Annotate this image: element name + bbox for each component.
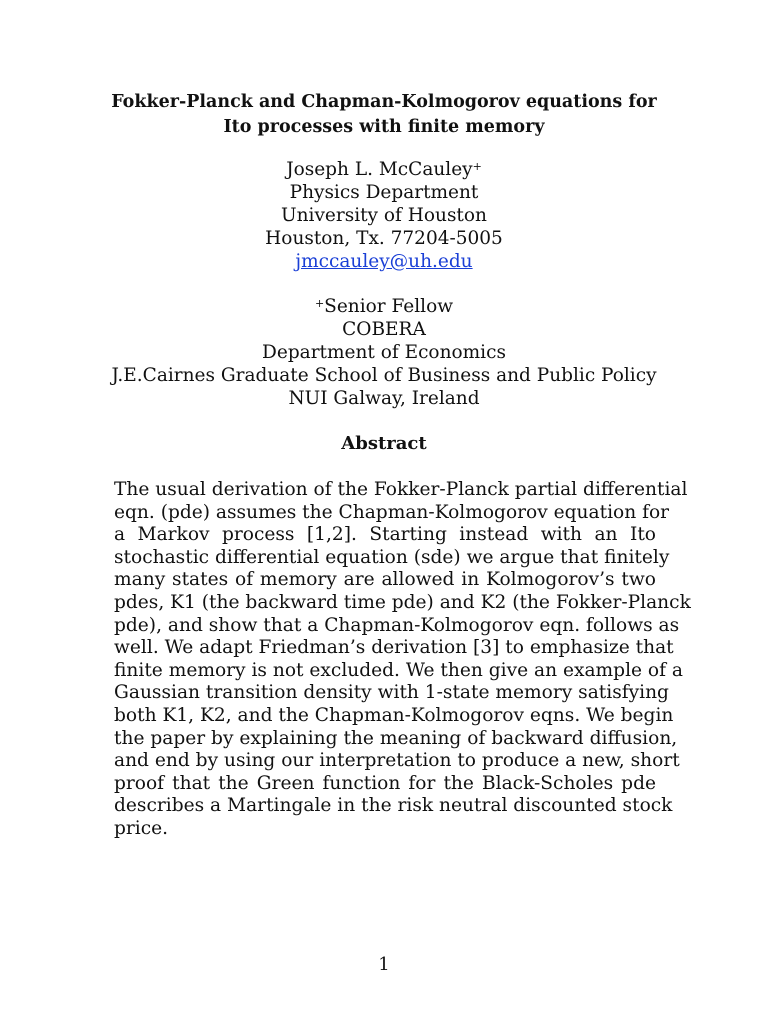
abstract-line: describes a Martingale in the risk neutral discounted stock <box>114 795 673 817</box>
author-name: Joseph L. McCauley <box>286 159 473 180</box>
abstract-line: pde), and show that a Chapman-Kolmogorov eqn. follows as <box>114 614 680 636</box>
author-university: University of Houston <box>281 205 487 226</box>
author-name-marker: + <box>472 160 482 173</box>
title-line-2: Ito processes with finite memory <box>223 117 545 137</box>
abstract-line: a Markov process [1,2]. Starting instead with an Ito <box>114 524 656 546</box>
abstract-line: pdes, K1 (the backward time pde) and K2 (the Fokker-Planck <box>114 591 691 613</box>
abstract-line: eqn. (pde) assumes the Chapman-Kolmogorov equation for <box>114 501 670 523</box>
title-line-1: Fokker-Planck and Chapman-Kolmogorov equations for <box>111 92 657 112</box>
page-number: 1 <box>378 954 390 975</box>
author-department: Physics Department <box>289 182 479 203</box>
affiliation-role-row <box>0 295 768 318</box>
affiliation-role: Senior Fellow <box>324 296 454 317</box>
affiliation-marker: + <box>314 297 325 310</box>
affiliation-school: J.E.Cairnes Graduate School of Business and Public Policy <box>111 365 657 386</box>
abstract-line: the paper by explaining the meaning of backward diffusion, <box>114 727 678 749</box>
author-block <box>0 158 768 273</box>
abstract-line: stochastic differential equation (sde) we argue that finitely <box>114 546 670 568</box>
abstract-line: Gaussian transition density with 1-state memory satisfying <box>114 682 669 704</box>
abstract-line: both K1, K2, and the Chapman-Kolmogorov eqns. We begin <box>114 704 674 726</box>
affiliation-department: Department of Economics <box>262 342 506 363</box>
paper-title <box>0 90 768 140</box>
author-address: Houston, Tx. 77204-5005 <box>265 228 503 249</box>
abstract-line: The usual derivation of the Fokker-Planck partial differential <box>114 479 688 500</box>
abstract-line: well. We adapt Friedman’s derivation [3] to emphasize that <box>114 637 674 659</box>
affiliation-org: COBERA <box>342 319 426 340</box>
abstract-line: and end by using our interpretation to produce a new, short <box>114 750 680 772</box>
abstract-line: proof that the Green function for the Black-Scholes pde <box>114 772 656 794</box>
affiliation-location: NUI Galway, Ireland <box>288 388 480 409</box>
affiliation-block <box>0 295 768 410</box>
abstract-line: finite memory is not excluded. We then give an example of a <box>114 659 684 681</box>
abstract-line: price. <box>114 817 169 839</box>
author-email-link[interactable]: jmccauley@uh.edu <box>295 251 473 272</box>
author-name-row <box>0 158 768 181</box>
abstract-line: many states of memory are allowed in Kolmogorov’s two <box>114 569 656 591</box>
author-email-row <box>0 250 768 273</box>
abstract-heading: Abstract <box>341 433 427 454</box>
abstract-body <box>114 479 691 841</box>
